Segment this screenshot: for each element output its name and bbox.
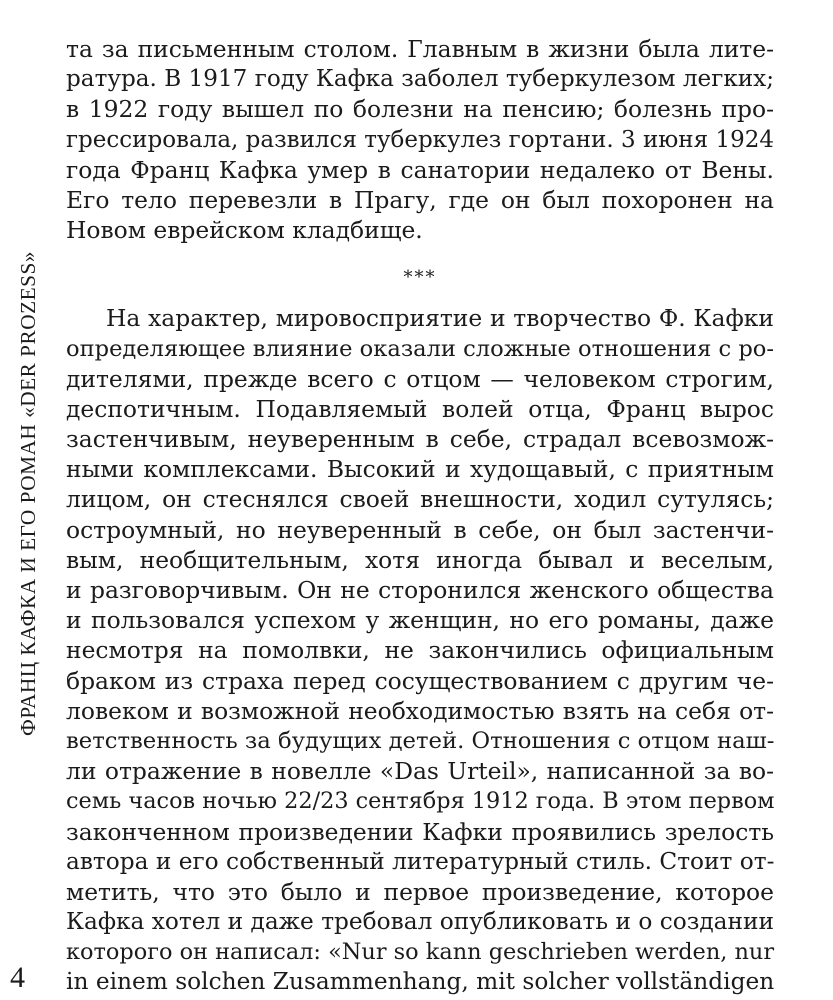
text-line: вым, необщительным, хотя иногда бывал и веселым, <box>66 545 774 574</box>
text-line: дителями, прежде всего с отцом — человеком строгим, <box>66 364 774 393</box>
running-head <box>10 36 46 951</box>
text-line: и разговорчивым. Он не сторонился женского общества <box>66 576 774 604</box>
text-line: ветственность за будущих детей. Отношения с отцом наш- <box>66 727 775 754</box>
paragraph-1 <box>66 34 774 245</box>
text-line: в 1922 году вышел по болезни на пенсию; болезнь про- <box>66 95 774 124</box>
text-line: деспотичным. Подавляемый волей отца, Франц вырос <box>66 394 774 423</box>
running-head-text: ФРАНЦ КАФКА И ЕГО РОМАН «DER PROZESS» <box>15 251 40 736</box>
text-line: лицом, он стеснялся своей внешности, ходил сутулясь; <box>66 485 774 514</box>
text-line: остроумный, но неуверенный в себе, он был застенчи- <box>66 515 774 544</box>
paragraph-2 <box>66 303 774 997</box>
text-line: in einem solchen Zusammenhang, mit solcher vollständigen <box>66 968 775 996</box>
text-line: семь часов ночью 22/23 сентября 1912 года. В этом первом <box>66 788 775 815</box>
section-separator: *** <box>403 267 437 289</box>
text-line: года Франц Кафка умер в санатории недалеко от Вены. <box>66 155 774 184</box>
text-line: Его тело перевезли в Прагу, где он был похоронен на <box>66 185 774 214</box>
text-line: ли отражение в новелле «Das Urteil», написанной за во- <box>66 757 774 786</box>
text-line: Кафка хотел и даже требовал опубликовать и о создании <box>66 908 774 936</box>
text-line: и пользовался успехом у женщин, но его романы, даже <box>66 606 774 635</box>
text-line: автора и его собственный литературный стиль. Стоит от- <box>66 847 775 875</box>
text-line: грессировала, развился туберкулез гортани. 3 июня 1924 <box>66 126 774 153</box>
text-line: метить, что это было и первое произведение, которое <box>66 877 774 906</box>
text-line: несмотря на помолвки, не закончились официальным <box>66 636 774 665</box>
text-line: На характер, мировосприятие и творчество Ф. Кафки <box>106 304 774 333</box>
page-number: 4 <box>10 961 25 994</box>
text-line: законченном произведении Кафки проявились зрелость <box>66 817 774 846</box>
text-line: Новом еврейском кладбище. <box>66 216 423 245</box>
text-line: определяющее влияние оказали сложные отношения с ро- <box>66 335 774 362</box>
text-line: застенчивым, неуверенным в себе, страдал всевозмож- <box>66 425 774 454</box>
text-line: браком из страха перед сосуществованием с другим че- <box>66 666 774 695</box>
text-line: ными комплексами. Высокий и худощавый, с приятным <box>66 455 774 484</box>
text-line: которого он написал: «Nur so kann geschrieben werden, nur <box>66 939 775 966</box>
text-line: ратура. В 1917 году Кафка заболел туберкулезом легких; <box>66 66 774 93</box>
page-body <box>66 34 774 998</box>
text-line: ловеком и возможной необходимостью взять на себя от- <box>66 696 774 725</box>
text-line: та за письменным столом. Главным в жизни была лите- <box>66 35 774 63</box>
